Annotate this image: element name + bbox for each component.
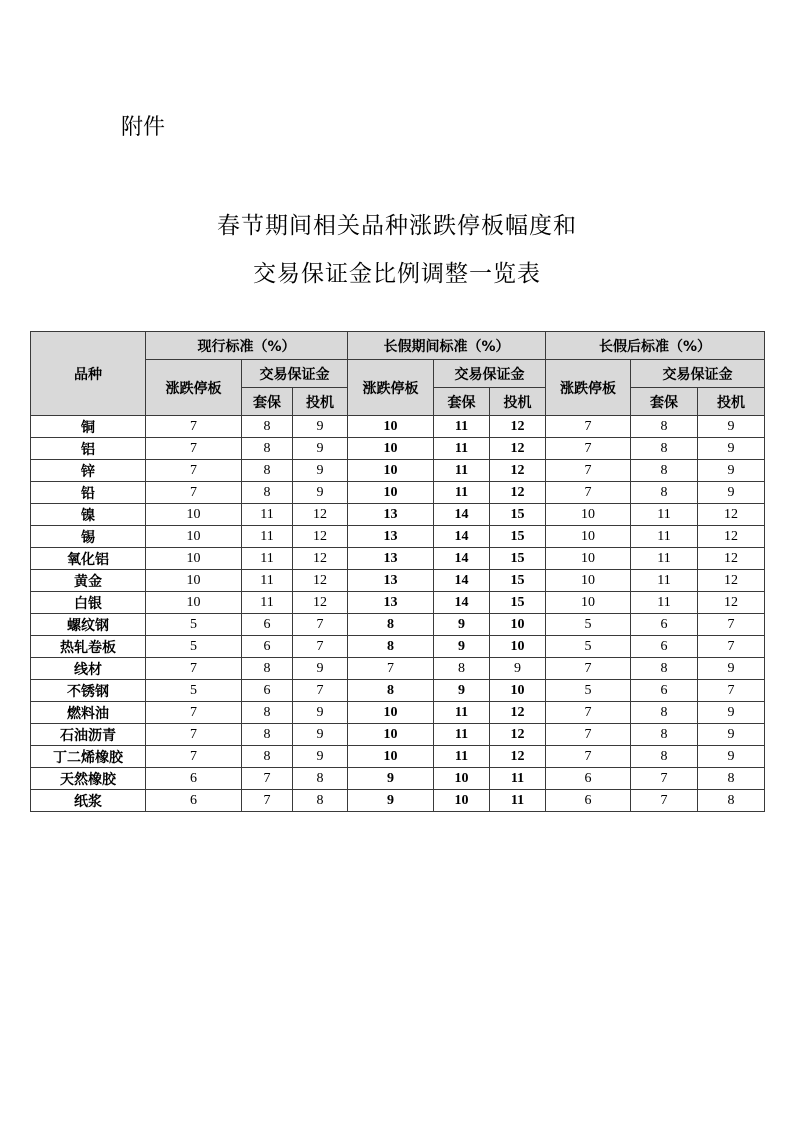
header-after-margin: 交易保证金 (631, 360, 765, 388)
variety-cell: 螺纹钢 (31, 614, 146, 636)
current-speculation-cell: 12 (293, 548, 348, 570)
holiday-price-limit-cell: 13 (348, 570, 434, 592)
current-speculation-cell: 9 (293, 416, 348, 438)
holiday-hedge-cell: 9 (434, 680, 490, 702)
variety-cell: 黄金 (31, 570, 146, 592)
current-hedge-cell: 6 (242, 636, 293, 658)
current-speculation-cell: 9 (293, 482, 348, 504)
current-speculation-cell: 9 (293, 460, 348, 482)
variety-cell: 锡 (31, 526, 146, 548)
header-holiday-margin: 交易保证金 (434, 360, 546, 388)
current-hedge-cell: 7 (242, 790, 293, 812)
current-price-limit-cell: 10 (146, 592, 242, 614)
current-speculation-cell: 7 (293, 614, 348, 636)
after-hedge-cell: 8 (631, 746, 698, 768)
current-hedge-cell: 8 (242, 416, 293, 438)
after-speculation-cell: 9 (698, 438, 765, 460)
holiday-speculation-cell: 12 (490, 416, 546, 438)
after-hedge-cell: 11 (631, 526, 698, 548)
current-speculation-cell: 12 (293, 570, 348, 592)
holiday-price-limit-cell: 9 (348, 768, 434, 790)
current-hedge-cell: 11 (242, 504, 293, 526)
after-hedge-cell: 8 (631, 460, 698, 482)
variety-cell: 镍 (31, 504, 146, 526)
current-price-limit-cell: 5 (146, 636, 242, 658)
holiday-hedge-cell: 14 (434, 570, 490, 592)
holiday-speculation-cell: 12 (490, 482, 546, 504)
after-price-limit-cell: 7 (546, 746, 631, 768)
holiday-speculation-cell: 15 (490, 504, 546, 526)
holiday-price-limit-cell: 7 (348, 658, 434, 680)
header-after-speculation: 投机 (698, 388, 765, 416)
after-speculation-cell: 9 (698, 702, 765, 724)
after-speculation-cell: 12 (698, 504, 765, 526)
after-hedge-cell: 11 (631, 504, 698, 526)
current-price-limit-cell: 5 (146, 680, 242, 702)
table-row (31, 438, 765, 460)
current-speculation-cell: 7 (293, 680, 348, 702)
holiday-hedge-cell: 9 (434, 614, 490, 636)
current-hedge-cell: 11 (242, 548, 293, 570)
holiday-hedge-cell: 11 (434, 460, 490, 482)
after-speculation-cell: 8 (698, 768, 765, 790)
holiday-speculation-cell: 11 (490, 790, 546, 812)
header-after-hedge: 套保 (631, 388, 698, 416)
current-hedge-cell: 8 (242, 658, 293, 680)
holiday-speculation-cell: 12 (490, 438, 546, 460)
current-price-limit-cell: 10 (146, 526, 242, 548)
header-holiday-standard: 长假期间标准（%） (348, 332, 546, 360)
header-holiday-speculation: 投机 (490, 388, 546, 416)
variety-cell: 白银 (31, 592, 146, 614)
holiday-hedge-cell: 11 (434, 746, 490, 768)
table-row (31, 636, 765, 658)
after-price-limit-cell: 7 (546, 438, 631, 460)
adjustment-table (30, 331, 765, 812)
after-hedge-cell: 8 (631, 724, 698, 746)
after-speculation-cell: 9 (698, 724, 765, 746)
holiday-hedge-cell: 14 (434, 504, 490, 526)
after-price-limit-cell: 6 (546, 790, 631, 812)
header-variety: 品种 (31, 332, 146, 416)
holiday-speculation-cell: 15 (490, 548, 546, 570)
header-current-standard: 现行标准（%） (146, 332, 348, 360)
current-speculation-cell: 8 (293, 768, 348, 790)
current-price-limit-cell: 7 (146, 460, 242, 482)
after-hedge-cell: 11 (631, 570, 698, 592)
current-price-limit-cell: 7 (146, 482, 242, 504)
holiday-hedge-cell: 14 (434, 548, 490, 570)
variety-cell: 铝 (31, 438, 146, 460)
after-hedge-cell: 6 (631, 614, 698, 636)
holiday-hedge-cell: 11 (434, 482, 490, 504)
after-speculation-cell: 9 (698, 460, 765, 482)
holiday-hedge-cell: 14 (434, 526, 490, 548)
holiday-speculation-cell: 11 (490, 768, 546, 790)
holiday-hedge-cell: 10 (434, 768, 490, 790)
holiday-price-limit-cell: 13 (348, 592, 434, 614)
current-hedge-cell: 8 (242, 460, 293, 482)
holiday-speculation-cell: 10 (490, 636, 546, 658)
holiday-price-limit-cell: 10 (348, 724, 434, 746)
current-price-limit-cell: 7 (146, 702, 242, 724)
holiday-price-limit-cell: 8 (348, 614, 434, 636)
current-price-limit-cell: 5 (146, 614, 242, 636)
current-price-limit-cell: 10 (146, 548, 242, 570)
holiday-hedge-cell: 9 (434, 636, 490, 658)
holiday-price-limit-cell: 13 (348, 504, 434, 526)
table-row (31, 702, 765, 724)
current-hedge-cell: 7 (242, 768, 293, 790)
variety-cell: 铜 (31, 416, 146, 438)
after-speculation-cell: 12 (698, 570, 765, 592)
after-hedge-cell: 8 (631, 658, 698, 680)
after-hedge-cell: 8 (631, 438, 698, 460)
after-price-limit-cell: 10 (546, 592, 631, 614)
holiday-price-limit-cell: 8 (348, 680, 434, 702)
holiday-price-limit-cell: 13 (348, 548, 434, 570)
variety-cell: 天然橡胶 (31, 768, 146, 790)
variety-cell: 线材 (31, 658, 146, 680)
after-price-limit-cell: 5 (546, 636, 631, 658)
current-speculation-cell: 12 (293, 592, 348, 614)
table-row (31, 768, 765, 790)
after-price-limit-cell: 5 (546, 680, 631, 702)
current-hedge-cell: 11 (242, 570, 293, 592)
header-holiday-hedge: 套保 (434, 388, 490, 416)
after-price-limit-cell: 6 (546, 768, 631, 790)
holiday-price-limit-cell: 9 (348, 790, 434, 812)
current-hedge-cell: 11 (242, 526, 293, 548)
table-row (31, 724, 765, 746)
current-price-limit-cell: 10 (146, 570, 242, 592)
table-row (31, 526, 765, 548)
holiday-price-limit-cell: 10 (348, 702, 434, 724)
current-hedge-cell: 6 (242, 614, 293, 636)
holiday-speculation-cell: 10 (490, 614, 546, 636)
holiday-price-limit-cell: 10 (348, 746, 434, 768)
current-price-limit-cell: 6 (146, 790, 242, 812)
attachment-label: 附件 (121, 115, 166, 140)
current-price-limit-cell: 7 (146, 416, 242, 438)
table-row (31, 746, 765, 768)
table-row (31, 416, 765, 438)
after-speculation-cell: 9 (698, 416, 765, 438)
table-body (31, 416, 765, 812)
after-speculation-cell: 7 (698, 614, 765, 636)
after-hedge-cell: 7 (631, 768, 698, 790)
after-price-limit-cell: 10 (546, 570, 631, 592)
holiday-hedge-cell: 8 (434, 658, 490, 680)
holiday-hedge-cell: 10 (434, 790, 490, 812)
holiday-speculation-cell: 15 (490, 592, 546, 614)
holiday-price-limit-cell: 10 (348, 416, 434, 438)
table-row (31, 592, 765, 614)
after-hedge-cell: 8 (631, 702, 698, 724)
holiday-price-limit-cell: 10 (348, 460, 434, 482)
holiday-speculation-cell: 15 (490, 570, 546, 592)
document-title-line-2: 交易保证金比例调整一览表 (253, 261, 541, 287)
current-hedge-cell: 8 (242, 438, 293, 460)
holiday-speculation-cell: 9 (490, 658, 546, 680)
after-speculation-cell: 7 (698, 636, 765, 658)
holiday-price-limit-cell: 10 (348, 438, 434, 460)
document-title-line-1: 春节期间相关品种涨跌停板幅度和 (217, 213, 577, 239)
header-current-margin: 交易保证金 (242, 360, 348, 388)
after-speculation-cell: 8 (698, 790, 765, 812)
header-post-holiday-standard: 长假后标准（%） (546, 332, 765, 360)
current-price-limit-cell: 7 (146, 438, 242, 460)
holiday-hedge-cell: 11 (434, 702, 490, 724)
after-hedge-cell: 8 (631, 482, 698, 504)
current-price-limit-cell: 7 (146, 658, 242, 680)
holiday-speculation-cell: 12 (490, 702, 546, 724)
current-speculation-cell: 12 (293, 504, 348, 526)
current-hedge-cell: 8 (242, 746, 293, 768)
holiday-hedge-cell: 11 (434, 438, 490, 460)
after-speculation-cell: 9 (698, 658, 765, 680)
header-current-price-limit: 涨跌停板 (146, 360, 242, 416)
header-holiday-price-limit: 涨跌停板 (348, 360, 434, 416)
holiday-speculation-cell: 12 (490, 460, 546, 482)
after-speculation-cell: 9 (698, 746, 765, 768)
current-hedge-cell: 8 (242, 702, 293, 724)
after-speculation-cell: 12 (698, 548, 765, 570)
after-price-limit-cell: 7 (546, 658, 631, 680)
table-row (31, 614, 765, 636)
current-speculation-cell: 12 (293, 526, 348, 548)
holiday-speculation-cell: 10 (490, 680, 546, 702)
current-speculation-cell: 9 (293, 438, 348, 460)
current-price-limit-cell: 6 (146, 768, 242, 790)
holiday-speculation-cell: 12 (490, 746, 546, 768)
header-after-price-limit: 涨跌停板 (546, 360, 631, 416)
current-price-limit-cell: 7 (146, 724, 242, 746)
table-header (31, 332, 765, 416)
holiday-hedge-cell: 11 (434, 416, 490, 438)
after-hedge-cell: 8 (631, 416, 698, 438)
variety-cell: 不锈钢 (31, 680, 146, 702)
current-speculation-cell: 9 (293, 724, 348, 746)
variety-cell: 丁二烯橡胶 (31, 746, 146, 768)
variety-cell: 石油沥青 (31, 724, 146, 746)
header-current-speculation: 投机 (293, 388, 348, 416)
current-hedge-cell: 11 (242, 592, 293, 614)
header-current-hedge: 套保 (242, 388, 293, 416)
current-speculation-cell: 8 (293, 790, 348, 812)
after-price-limit-cell: 10 (546, 526, 631, 548)
variety-cell: 热轧卷板 (31, 636, 146, 658)
after-price-limit-cell: 5 (546, 614, 631, 636)
after-price-limit-cell: 7 (546, 460, 631, 482)
after-price-limit-cell: 7 (546, 482, 631, 504)
variety-cell: 燃料油 (31, 702, 146, 724)
variety-cell: 纸浆 (31, 790, 146, 812)
current-speculation-cell: 9 (293, 658, 348, 680)
current-price-limit-cell: 7 (146, 746, 242, 768)
variety-cell: 氧化铝 (31, 548, 146, 570)
table-row (31, 680, 765, 702)
after-price-limit-cell: 7 (546, 702, 631, 724)
after-price-limit-cell: 10 (546, 548, 631, 570)
holiday-hedge-cell: 14 (434, 592, 490, 614)
holiday-speculation-cell: 15 (490, 526, 546, 548)
table-row (31, 658, 765, 680)
current-speculation-cell: 7 (293, 636, 348, 658)
after-hedge-cell: 11 (631, 548, 698, 570)
table-row (31, 570, 765, 592)
current-speculation-cell: 9 (293, 746, 348, 768)
holiday-price-limit-cell: 8 (348, 636, 434, 658)
variety-cell: 铅 (31, 482, 146, 504)
holiday-hedge-cell: 11 (434, 724, 490, 746)
after-price-limit-cell: 7 (546, 416, 631, 438)
current-hedge-cell: 6 (242, 680, 293, 702)
after-speculation-cell: 7 (698, 680, 765, 702)
current-hedge-cell: 8 (242, 482, 293, 504)
after-hedge-cell: 6 (631, 680, 698, 702)
after-speculation-cell: 9 (698, 482, 765, 504)
table-row (31, 548, 765, 570)
holiday-speculation-cell: 12 (490, 724, 546, 746)
table-row (31, 482, 765, 504)
holiday-price-limit-cell: 10 (348, 482, 434, 504)
after-price-limit-cell: 10 (546, 504, 631, 526)
table-row (31, 460, 765, 482)
current-hedge-cell: 8 (242, 724, 293, 746)
variety-cell: 锌 (31, 460, 146, 482)
after-hedge-cell: 7 (631, 790, 698, 812)
holiday-price-limit-cell: 13 (348, 526, 434, 548)
table-row (31, 790, 765, 812)
after-hedge-cell: 6 (631, 636, 698, 658)
after-speculation-cell: 12 (698, 526, 765, 548)
current-speculation-cell: 9 (293, 702, 348, 724)
after-hedge-cell: 11 (631, 592, 698, 614)
after-speculation-cell: 12 (698, 592, 765, 614)
after-price-limit-cell: 7 (546, 724, 631, 746)
current-price-limit-cell: 10 (146, 504, 242, 526)
table-row (31, 504, 765, 526)
